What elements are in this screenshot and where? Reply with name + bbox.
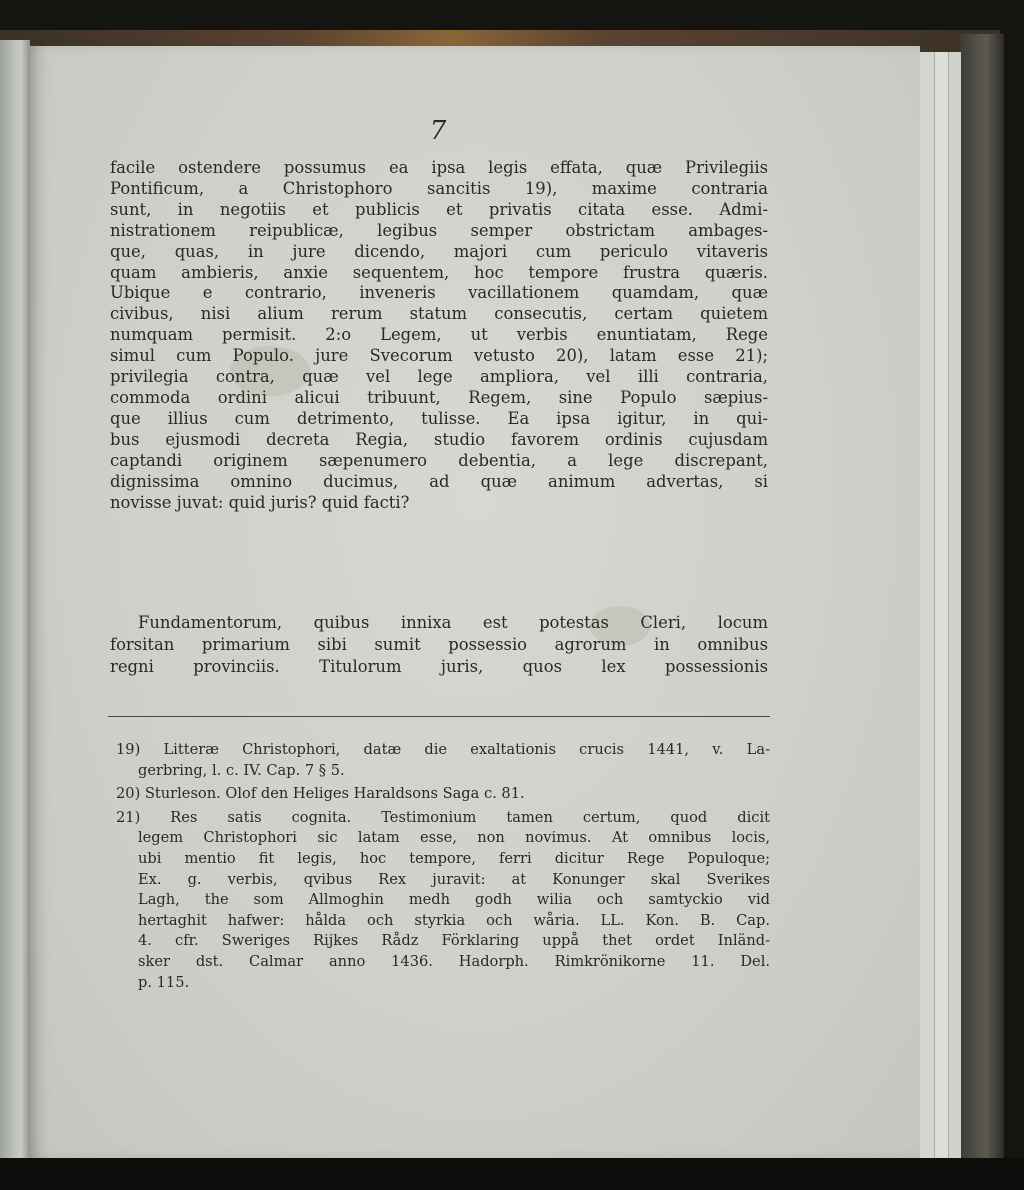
text-line: nistrationem reipublicæ, legibus semper obstrictam ambages- xyxy=(110,220,768,240)
text-line: dignissima omnino ducimus, ad quæ animum advertas, si xyxy=(110,471,768,491)
text-line: sunt, in negotiis et publicis et privatis citata esse. Admi- xyxy=(110,199,768,219)
text-line: quam ambieris, anxie sequentem, hoc tempore frustra quæris. xyxy=(110,262,768,282)
footnote-line: legem Christophori sic latam esse, non novimus. At omnibus locis, xyxy=(138,829,770,847)
facing-page-edge xyxy=(0,40,30,1160)
text-line: facile ostendere possumus ea ipsa legis effata, quæ Privilegiis xyxy=(110,158,768,177)
table-surface xyxy=(0,1158,1024,1190)
text-line: que, quas, in jure dicendo, majori cum periculo vitaveris xyxy=(110,241,768,261)
text-line: novisse juvat: quid juris? quid facti? xyxy=(110,492,410,512)
footnote-line: hertaghit hafwer: hålda och styrkia och wåria. LL. Kon. B. Cap. xyxy=(138,911,770,929)
page-number: 7 xyxy=(429,116,447,146)
text-line: forsitan primarium sibi sumit possessio agrorum in omnibus xyxy=(110,635,768,654)
footnote-line: Lagh, the som Allmoghin medh godh wilia och samtyckio vid xyxy=(138,891,770,909)
text-line: Pontificum, a Christophoro sancitis 19), maxime contraria xyxy=(110,178,768,198)
page-stack-edge xyxy=(948,52,961,1162)
text-line: simul cum Populo. jure Svecorum vetusto 20), latam esse 21); xyxy=(110,346,768,366)
footnote-21 xyxy=(116,808,770,993)
footnote-line: sker dst. Calmar anno 1436. Hadorph. Rimkrönikorne 11. Del. xyxy=(138,952,770,970)
second-paragraph xyxy=(110,612,768,678)
footnote-line: 4. cfr. Sweriges Rijkes Rådz Förklaring uppå thet ordet Inländ- xyxy=(138,932,770,950)
footnote-line: gerbring, l. c. IV. Cap. 7 § 5. xyxy=(138,761,345,779)
text-line: captandi originem sæpenumero debentia, a lege discrepant, xyxy=(110,450,768,470)
book-cover-right-edge xyxy=(960,34,1004,1174)
footnote-20 xyxy=(116,784,770,805)
text-line: bus ejusmodi decreta Regia, studio favorem ordinis cujusdam xyxy=(110,429,768,449)
book-page xyxy=(30,46,920,1158)
footnote-separator xyxy=(108,716,770,717)
footnotes xyxy=(116,740,770,996)
footnote-line: p. 115. xyxy=(138,973,190,991)
text-line: regni provinciis. Titulorum juris, quos lex possessionis xyxy=(110,657,768,676)
footnote-line: 19) Litteræ Christophori, datæ die exaltationis crucis 1441, v. La- xyxy=(116,741,770,758)
text-line: numquam permisit. 2:o Legem, ut verbis enuntiatam, Rege xyxy=(110,325,768,345)
text-line: privilegia contra, quæ vel lege ampliora, vel illi contraria, xyxy=(110,367,768,387)
text-line: que illius cum detrimento, tulisse. Ea ipsa igitur, in qui- xyxy=(110,408,768,428)
text-line: Ubique e contrario, inveneris vacillationem quamdam, quæ xyxy=(110,283,768,303)
text-line: commoda ordini alicui tribuunt, Regem, sine Populo sæpius- xyxy=(110,387,768,407)
main-paragraph xyxy=(110,158,768,513)
footnote-line: Ex. g. verbis, qvibus Rex juravit: at Konunger skal Sverikes xyxy=(138,870,770,888)
footnote-line: 20) Sturleson. Olof den Heliges Haraldsons Saga c. 81. xyxy=(116,785,525,803)
footnote-19 xyxy=(116,740,770,781)
footnote-line: 21) Res satis cognita. Testimonium tamen certum, quod dicit xyxy=(116,808,770,826)
text-line: civibus, nisi alium rerum statum consecutis, certam quietem xyxy=(110,304,768,324)
text-line: Fundamentorum, quibus innixa est potestas Cleri, locum xyxy=(138,613,768,632)
footnote-line: ubi mentio fit legis, hoc tempore, ferri dicitur Rege Populoque; xyxy=(138,849,770,867)
